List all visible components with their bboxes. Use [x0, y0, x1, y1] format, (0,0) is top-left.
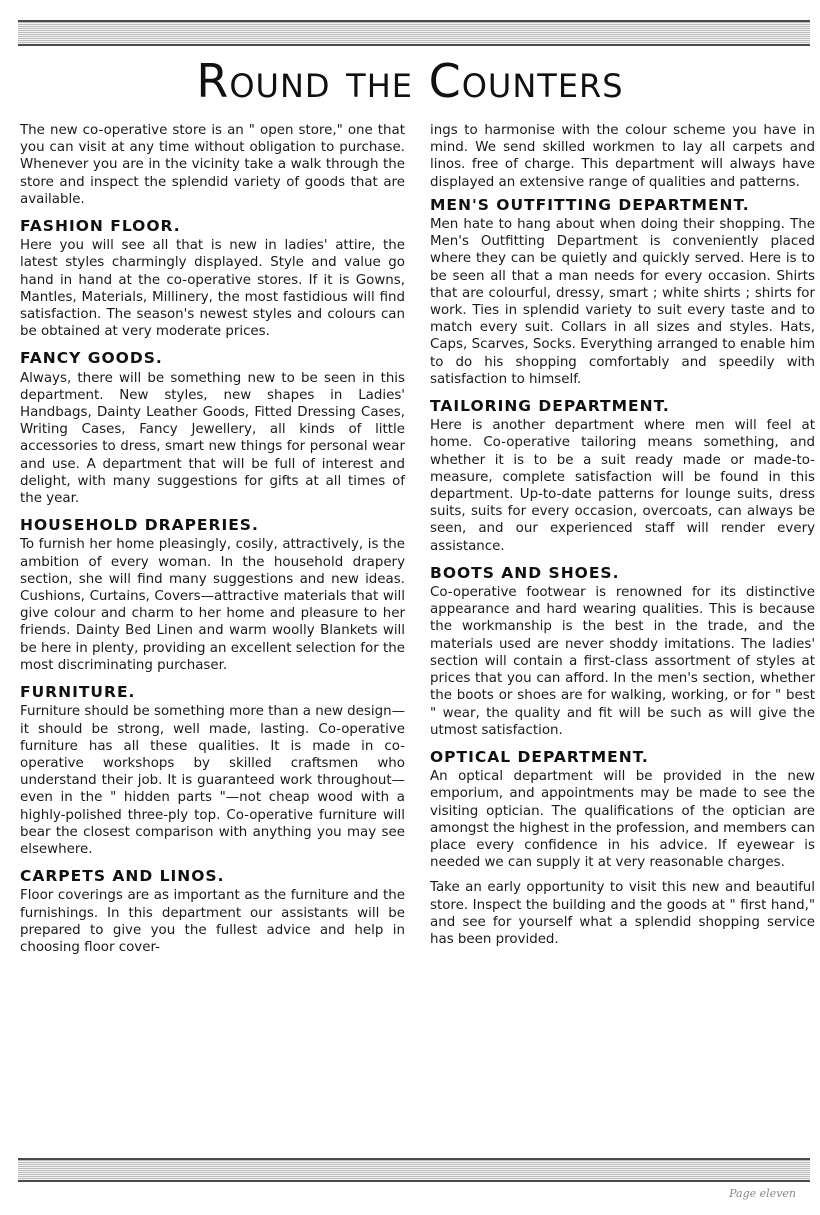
fashion-floor-text: Here you will see all that is new in ladies' attire, the latest styles charmingly displayed. Style and value go hand in hand at the co-operative stores. If it is Gowns, Mantles, Materials, Millinery, the most fastidious will find satisfaction. The season's newest styles and colours can be obtained at very moderate prices. — [20, 238, 405, 340]
left-column — [20, 122, 405, 964]
carpets-linos-text: Floor coverings are as important as the furniture and the furnishings. In this department our assistants will be prepared to give you the fullest advice and help in choosing floor cover- — [20, 888, 405, 955]
fancy-goods-text: Always, there will be something new to be seen in this department. New styles, new shapes in Ladies' Handbags, Dainty Leather Goods, Fitted Dressing Cases, Writing Cases, Fancy Jewellery, all kinds of little accessories to dress, smart new things for personal wear and use. A department that will be full of interest and delight, with many suggestions for gifts at all times of the year. — [20, 370, 405, 507]
page-title: Round the Counters — [196, 54, 624, 108]
right-column — [430, 122, 815, 956]
furniture-text: Furniture should be something more than a new design—it should be strong, well made, lasting. Co-operative furniture has all these qualities. It is made in co-operative workshops by skilled craftsmen who understand their job. It is guaranteed work throughout—even in the " hidden parts "—not cheap wood with a highly-polished three-ply top. Co-operative furniture will bear the closest comparison with anything you may see elsewhere. — [20, 704, 405, 857]
closing-paragraph: Take an early opportunity to visit this new and beautiful store. Inspect the building and the goods at " first hand," and see for yourself what a splendid shopping service has been provided. — [430, 880, 815, 947]
intro-paragraph: The new co-operative store is an " open store," one that you can visit at any time without obligation to purchase. Whenever you are in the vicinity take a walk through the store and inspect the splendid variety of goods that are available. — [20, 123, 405, 207]
mens-outfitting-text: Men hate to hang about when doing their shopping. The Men's Outfitting Department is conveniently placed where they can be quietly and quickly served. Here is to be seen all that a man needs for every occasion. Shirts that are colourful, dressy, smart ; white shirts ; shirts for work. Ties in splendid variety to suit every taste and to match every suit. Collars in all sizes and styles. Hats, Caps, Scarves, Socks. Everything arranged to enable him to do his shopping comfortably and speedily with satisfaction to himself. — [430, 217, 815, 387]
household-draperies-text: To furnish her home pleasingly, cosily, attractively, is the ambition of every woman. In the household drapery section, she will find many suggestions and new ideas. Cushions, Curtains, Covers—attractive materials that will give colour and charm to her home and pleasure to her friends. Dainty Bed Linen and warm woolly Blankets will be here in plenty, providing an excellent selection for the most discriminating purchaser. — [20, 537, 405, 673]
fancy-goods-heading: FANCY GOODS. — [20, 349, 163, 368]
top-decorative-rule — [18, 20, 810, 46]
page-number: Page eleven — [729, 1187, 796, 1200]
tailoring-text: Here is another department where men will feel at home. Co-operative tailoring means something, and whether it is to be a suit ready made or made-to-measure, complete satisfaction will be found in this department. Up-to-date patterns for lounge suits, dress suits, suits for every occasion, overcoats, can always be seen, and our experienced staff will render every assistance. — [430, 418, 815, 554]
carpets-linos-continued: ings to harmonise with the colour scheme you have in mind. We send skilled workmen to lay all carpets and linos. free of charge. This department will always have displayed an extensive range of qualities and patterns. — [430, 123, 815, 190]
boots-shoes-heading: BOOTS AND SHOES. — [430, 563, 620, 582]
bottom-decorative-rule — [18, 1158, 810, 1182]
boots-shoes-text: Co-operative footwear is renowned for its distinctive appearance and hard wearing qualities. This is because the workmanship is the best in the trade, and the materials used are never shoddy imitations. The ladies' section will contain a first-class assortment of styles at prices that you can afford. In the men's section, whether the boots or shoes are for walking, working, or for " best " wear, the quality and fit will be such as will give the utmost satisfaction. — [430, 585, 815, 738]
fashion-floor-heading: FASHION FLOOR. — [20, 217, 181, 236]
household-draperies-heading: HOUSEHOLD DRAPERIES. — [20, 516, 259, 535]
tailoring-heading: TAILORING DEPARTMENT. — [430, 397, 670, 416]
mens-outfitting-heading: MEN'S OUTFITTING DEPARTMENT. — [430, 195, 750, 214]
optical-heading: OPTICAL DEPARTMENT. — [430, 747, 649, 766]
optical-text: An optical department will be provided in the new emporium, and appointments may be made to see the visiting optician. The qualifications of the optician are amongst the highest in the profession, and members can place every confidence in his advice. If eyewear is needed we can supply it at very reasonable charges. — [430, 769, 815, 871]
furniture-heading: FURNITURE. — [20, 683, 136, 702]
carpets-linos-heading: CARPETS AND LINOS. — [20, 867, 225, 886]
